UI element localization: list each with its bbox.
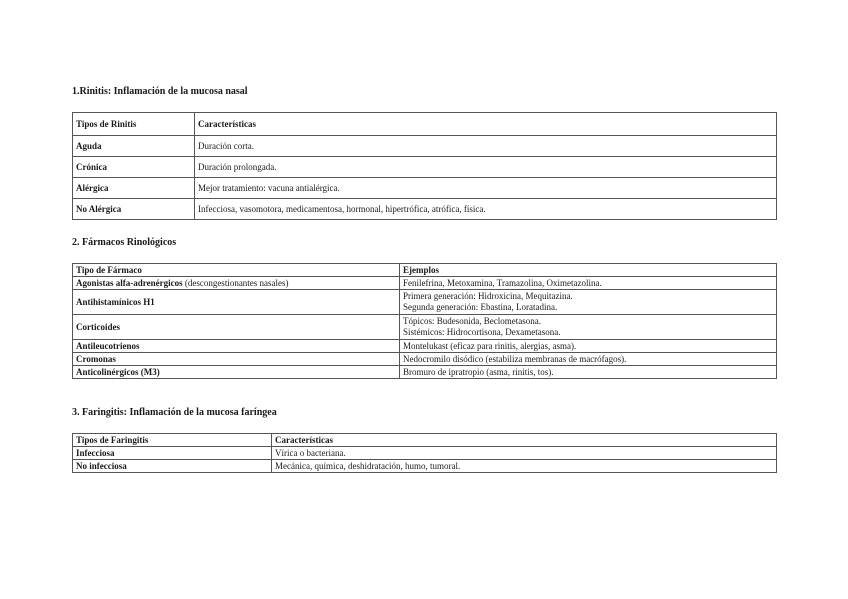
example-line: Nedocromilo disódico (estabiliza membranas de macrófagos).	[403, 353, 627, 364]
row-name: Antileucotrienos	[73, 340, 400, 353]
row-name: No infecciosa	[73, 460, 272, 473]
table-row	[73, 199, 777, 220]
table-row	[73, 315, 777, 340]
table-row	[73, 366, 777, 379]
table-header-row	[73, 434, 777, 447]
row-examples	[400, 277, 777, 290]
row-examples	[400, 353, 777, 366]
example-line: Segunda generación: Ebastina, Loratadina.	[403, 302, 558, 312]
example-line: Fenilefrina, Metoxamina, Tramazolina, Oximetazolina.	[403, 277, 602, 288]
row-examples	[400, 290, 777, 315]
section-3-heading: 3. Faringitis: Inflamación de la mucosa faríngea	[72, 407, 277, 418]
row-name: Aguda	[73, 136, 195, 157]
row-desc: Duración prolongada.	[195, 157, 777, 178]
row-name: Cromonas	[73, 353, 400, 366]
row-desc: Duración corta.	[195, 136, 777, 157]
table-row	[73, 290, 777, 315]
row-name: Crónica	[73, 157, 195, 178]
example-line: Primera generación: Hidroxicina, Mequitazina.	[403, 291, 573, 301]
farmacos-table	[72, 263, 777, 379]
row-name: Corticoides	[73, 315, 400, 340]
table-row	[73, 136, 777, 157]
row-name: Anticolinérgicos (M3)	[73, 366, 400, 379]
table-row	[73, 447, 777, 460]
table-row	[73, 353, 777, 366]
row-note: (descongestionantes nasales)	[182, 277, 289, 288]
table-row	[73, 460, 777, 473]
table-row	[73, 277, 777, 290]
row-desc: Vírica o bacteriana.	[272, 447, 777, 460]
header-cell: Ejemplos	[400, 264, 777, 277]
row-name: Infecciosa	[73, 447, 272, 460]
table-header-row	[73, 264, 777, 277]
rinitis-table	[72, 112, 777, 220]
example-line: Sistémicos: Hidrocortisona, Dexametasona.	[403, 327, 561, 337]
row-desc: Mejor tratamiento: vacuna antialérgica.	[195, 178, 777, 199]
row-examples	[400, 340, 777, 353]
row-desc: Mecánica, química, deshidratación, humo, tumoral.	[272, 460, 777, 473]
row-name: Antihistamínicos H1	[73, 290, 400, 315]
faringitis-table	[72, 433, 777, 473]
header-cell: Tipos de Rinitis	[73, 113, 195, 136]
section-1-heading: 1.Rinitis: Inflamación de la mucosa nasal	[72, 86, 248, 97]
header-cell: Tipo de Fármaco	[73, 264, 400, 277]
row-name: Alérgica	[73, 178, 195, 199]
table-row	[73, 178, 777, 199]
row-desc: Infecciosa, vasomotora, medicamentosa, hormonal, hipertrófica, atrófica, física.	[195, 199, 777, 220]
row-name-cell	[73, 277, 400, 290]
row-examples	[400, 366, 777, 379]
header-cell: Tipos de Faringitis	[73, 434, 272, 447]
table-row	[73, 340, 777, 353]
example-line: Tópicos: Budesonida, Beclometasona.	[403, 316, 541, 326]
header-cell: Características	[272, 434, 777, 447]
example-line: Montelukast (eficaz para rinitis, alergias, asma).	[403, 340, 577, 351]
section-2-heading: 2. Fármacos Rinológicos	[72, 237, 177, 248]
row-name: Agonistas alfa-adrenérgicos	[76, 277, 183, 288]
table-header-row	[73, 113, 777, 136]
table-row	[73, 157, 777, 178]
row-name: No Alérgica	[73, 199, 195, 220]
row-examples	[400, 315, 777, 340]
example-line: Bromuro de ipratropio (asma, rinitis, tos).	[403, 366, 554, 377]
header-cell: Características	[195, 113, 777, 136]
